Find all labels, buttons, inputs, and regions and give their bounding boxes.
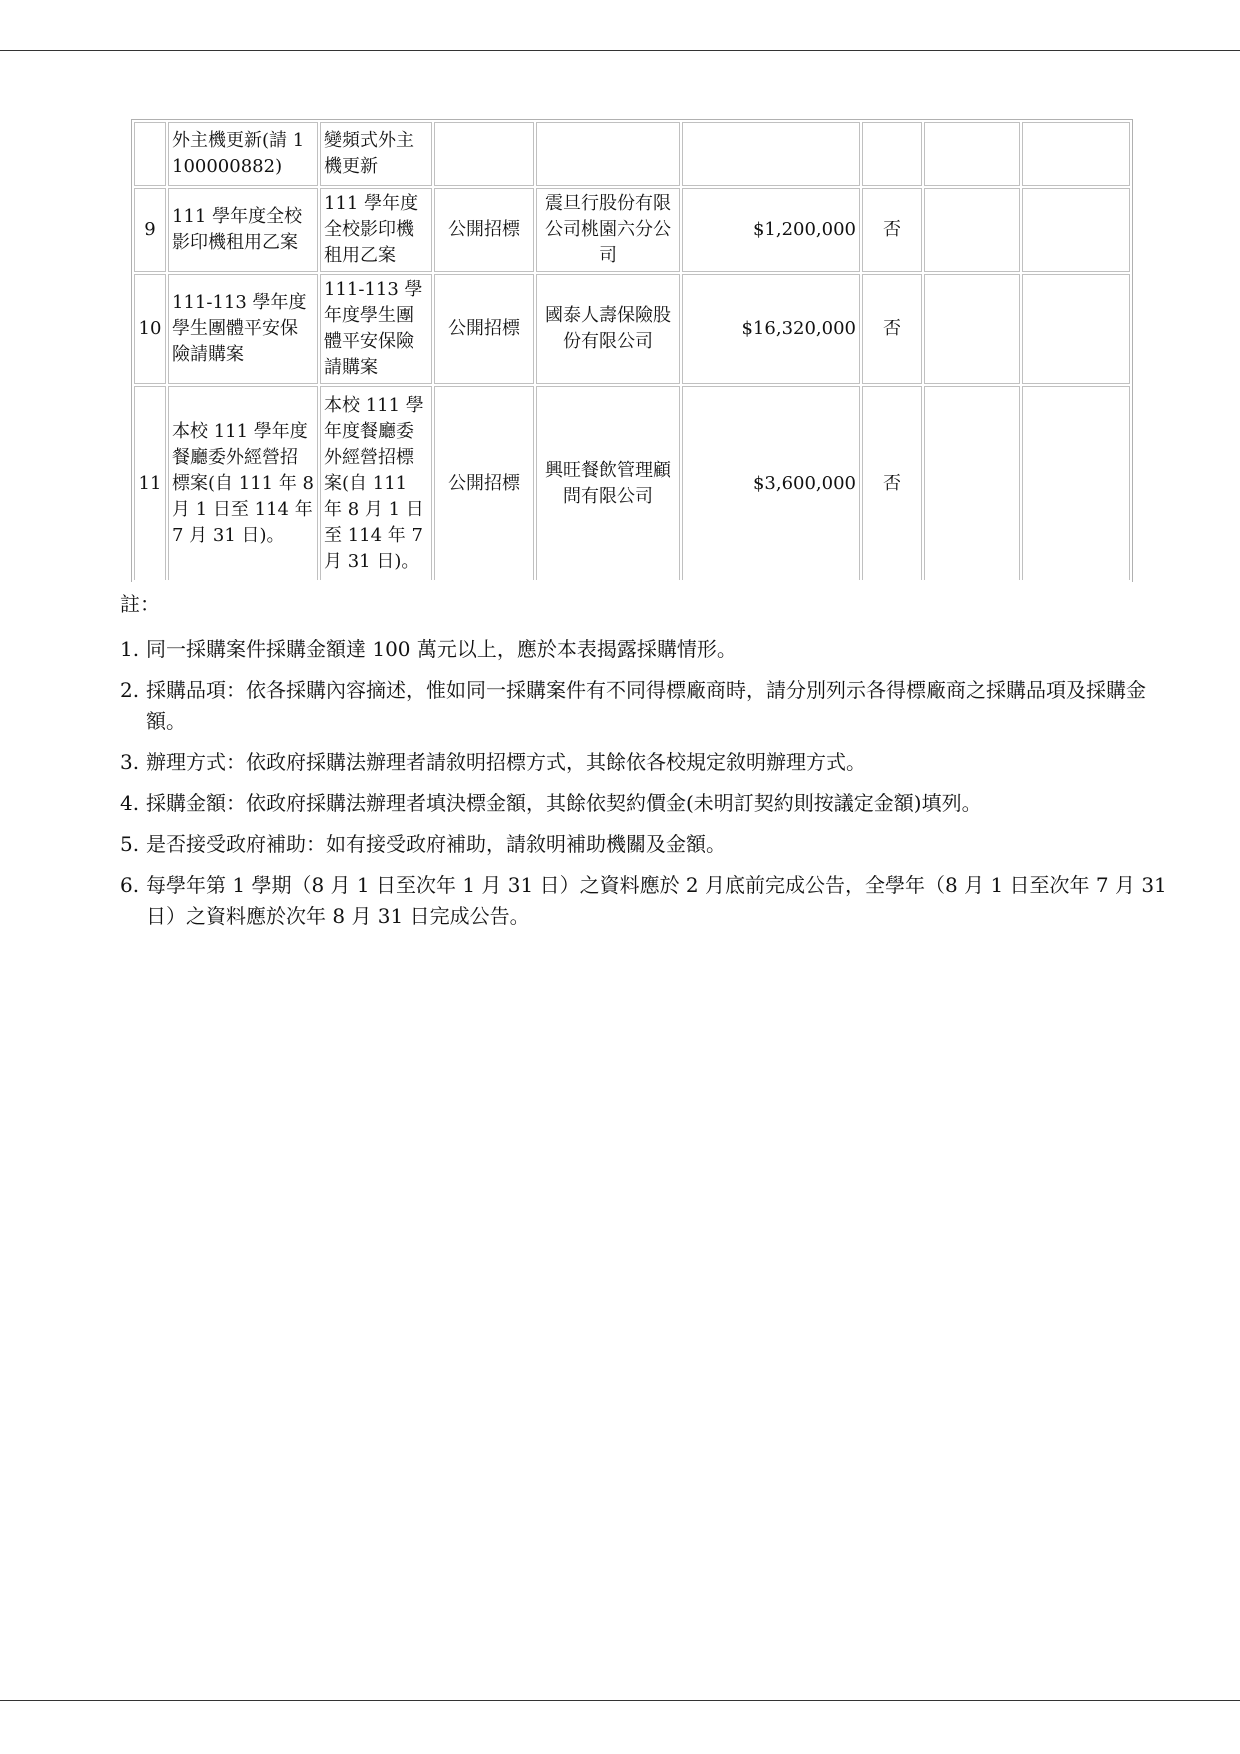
note-text: 是否接受政府補助：如有接受政府補助，請敘明補助機關及金額。 [146,832,726,856]
procurement-item: 111-113 學年度學生團體平安保險請購案 [320,274,432,384]
empty-cell [1022,122,1130,186]
note-text: 辦理方式：依政府採購法辦理者請敘明招標方式，其餘依各校規定敘明辦理方式。 [146,750,866,774]
note-text: 每學年第 1 學期（8 月 1 日至次年 1 月 31 日）之資料應於 2 月底前完成公告，全學年（8 月 1 日至次年 7 月 31 日）之資料應於次年 8 月 31 日完成公告。 [146,873,1167,928]
note-text: 採購金額：依政府採購法辦理者填決標金額，其餘依契約價金(未明訂契約則按議定金額)填列。 [146,791,982,815]
winning-vendor: 國泰人壽保險股份有限公司 [536,274,680,384]
government-subsidy: 否 [862,188,922,272]
government-subsidy: 否 [862,274,922,384]
handling-method: 公開招標 [434,274,534,384]
procurement-item: 本校 111 學年度餐廳委外經營招標案(自 111 年 8 月 1 日至 114 年 7 月 31 日)。 [320,386,432,580]
procurement-amount: $16,320,000 [682,274,860,384]
row-number: 9 [134,188,166,272]
procurement-amount [682,122,860,186]
note-number: 3. [120,750,140,774]
case-name: 111 學年度全校影印機租用乙案 [168,188,318,272]
empty-cell [924,188,1020,272]
page-bottom-rule [0,1700,1240,1701]
handling-method [434,122,534,186]
note-text: 同一採購案件採購金額達 100 萬元以上，應於本表揭露採購情形。 [146,637,737,661]
notes-heading: 註： [120,592,160,616]
winning-vendor [536,122,680,186]
case-name: 外主機更新(請 1100000882) [168,122,318,186]
procurement-table [131,119,1133,582]
table-row [134,122,1130,186]
note-item [120,870,1170,932]
note-item [120,634,1170,665]
winning-vendor: 興旺餐飲管理顧問有限公司 [536,386,680,580]
empty-cell [1022,188,1130,272]
note-item [120,788,1170,819]
row-number: 11 [134,386,166,580]
row-number [134,122,166,186]
note-text: 採購品項：依各採購內容摘述，惟如同一採購案件有不同得標廠商時，請分別列示各得標廠商之採購品項及採購金額。 [146,678,1146,733]
empty-cell [924,274,1020,384]
case-name: 本校 111 學年度餐廳委外經營招標案(自 111 年 8 月 1 日至 114 年 7 月 31 日)。 [168,386,318,580]
table-row [134,274,1130,384]
row-number: 10 [134,274,166,384]
page-top-rule [0,50,1240,51]
handling-method: 公開招標 [434,188,534,272]
note-number: 2. [120,678,140,702]
note-item [120,675,1170,737]
empty-cell [924,386,1020,580]
empty-cell [1022,386,1130,580]
government-subsidy: 否 [862,386,922,580]
notes-section [120,592,1170,942]
government-subsidy [862,122,922,186]
winning-vendor: 震旦行股份有限公司桃園六分公司 [536,188,680,272]
note-number: 6. [120,873,140,897]
procurement-amount: $3,600,000 [682,386,860,580]
procurement-item: 111 學年度全校影印機租用乙案 [320,188,432,272]
note-number: 5. [120,832,140,856]
note-number: 4. [120,791,140,815]
note-number: 1. [120,637,140,661]
procurement-amount: $1,200,000 [682,188,860,272]
case-name: 111-113 學年度學生團體平安保險請購案 [168,274,318,384]
table-row [134,386,1130,580]
note-item [120,829,1170,860]
procurement-item: 變頻式外主機更新 [320,122,432,186]
empty-cell [924,122,1020,186]
empty-cell [1022,274,1130,384]
table-row [134,188,1130,272]
handling-method: 公開招標 [434,386,534,580]
note-item [120,747,1170,778]
